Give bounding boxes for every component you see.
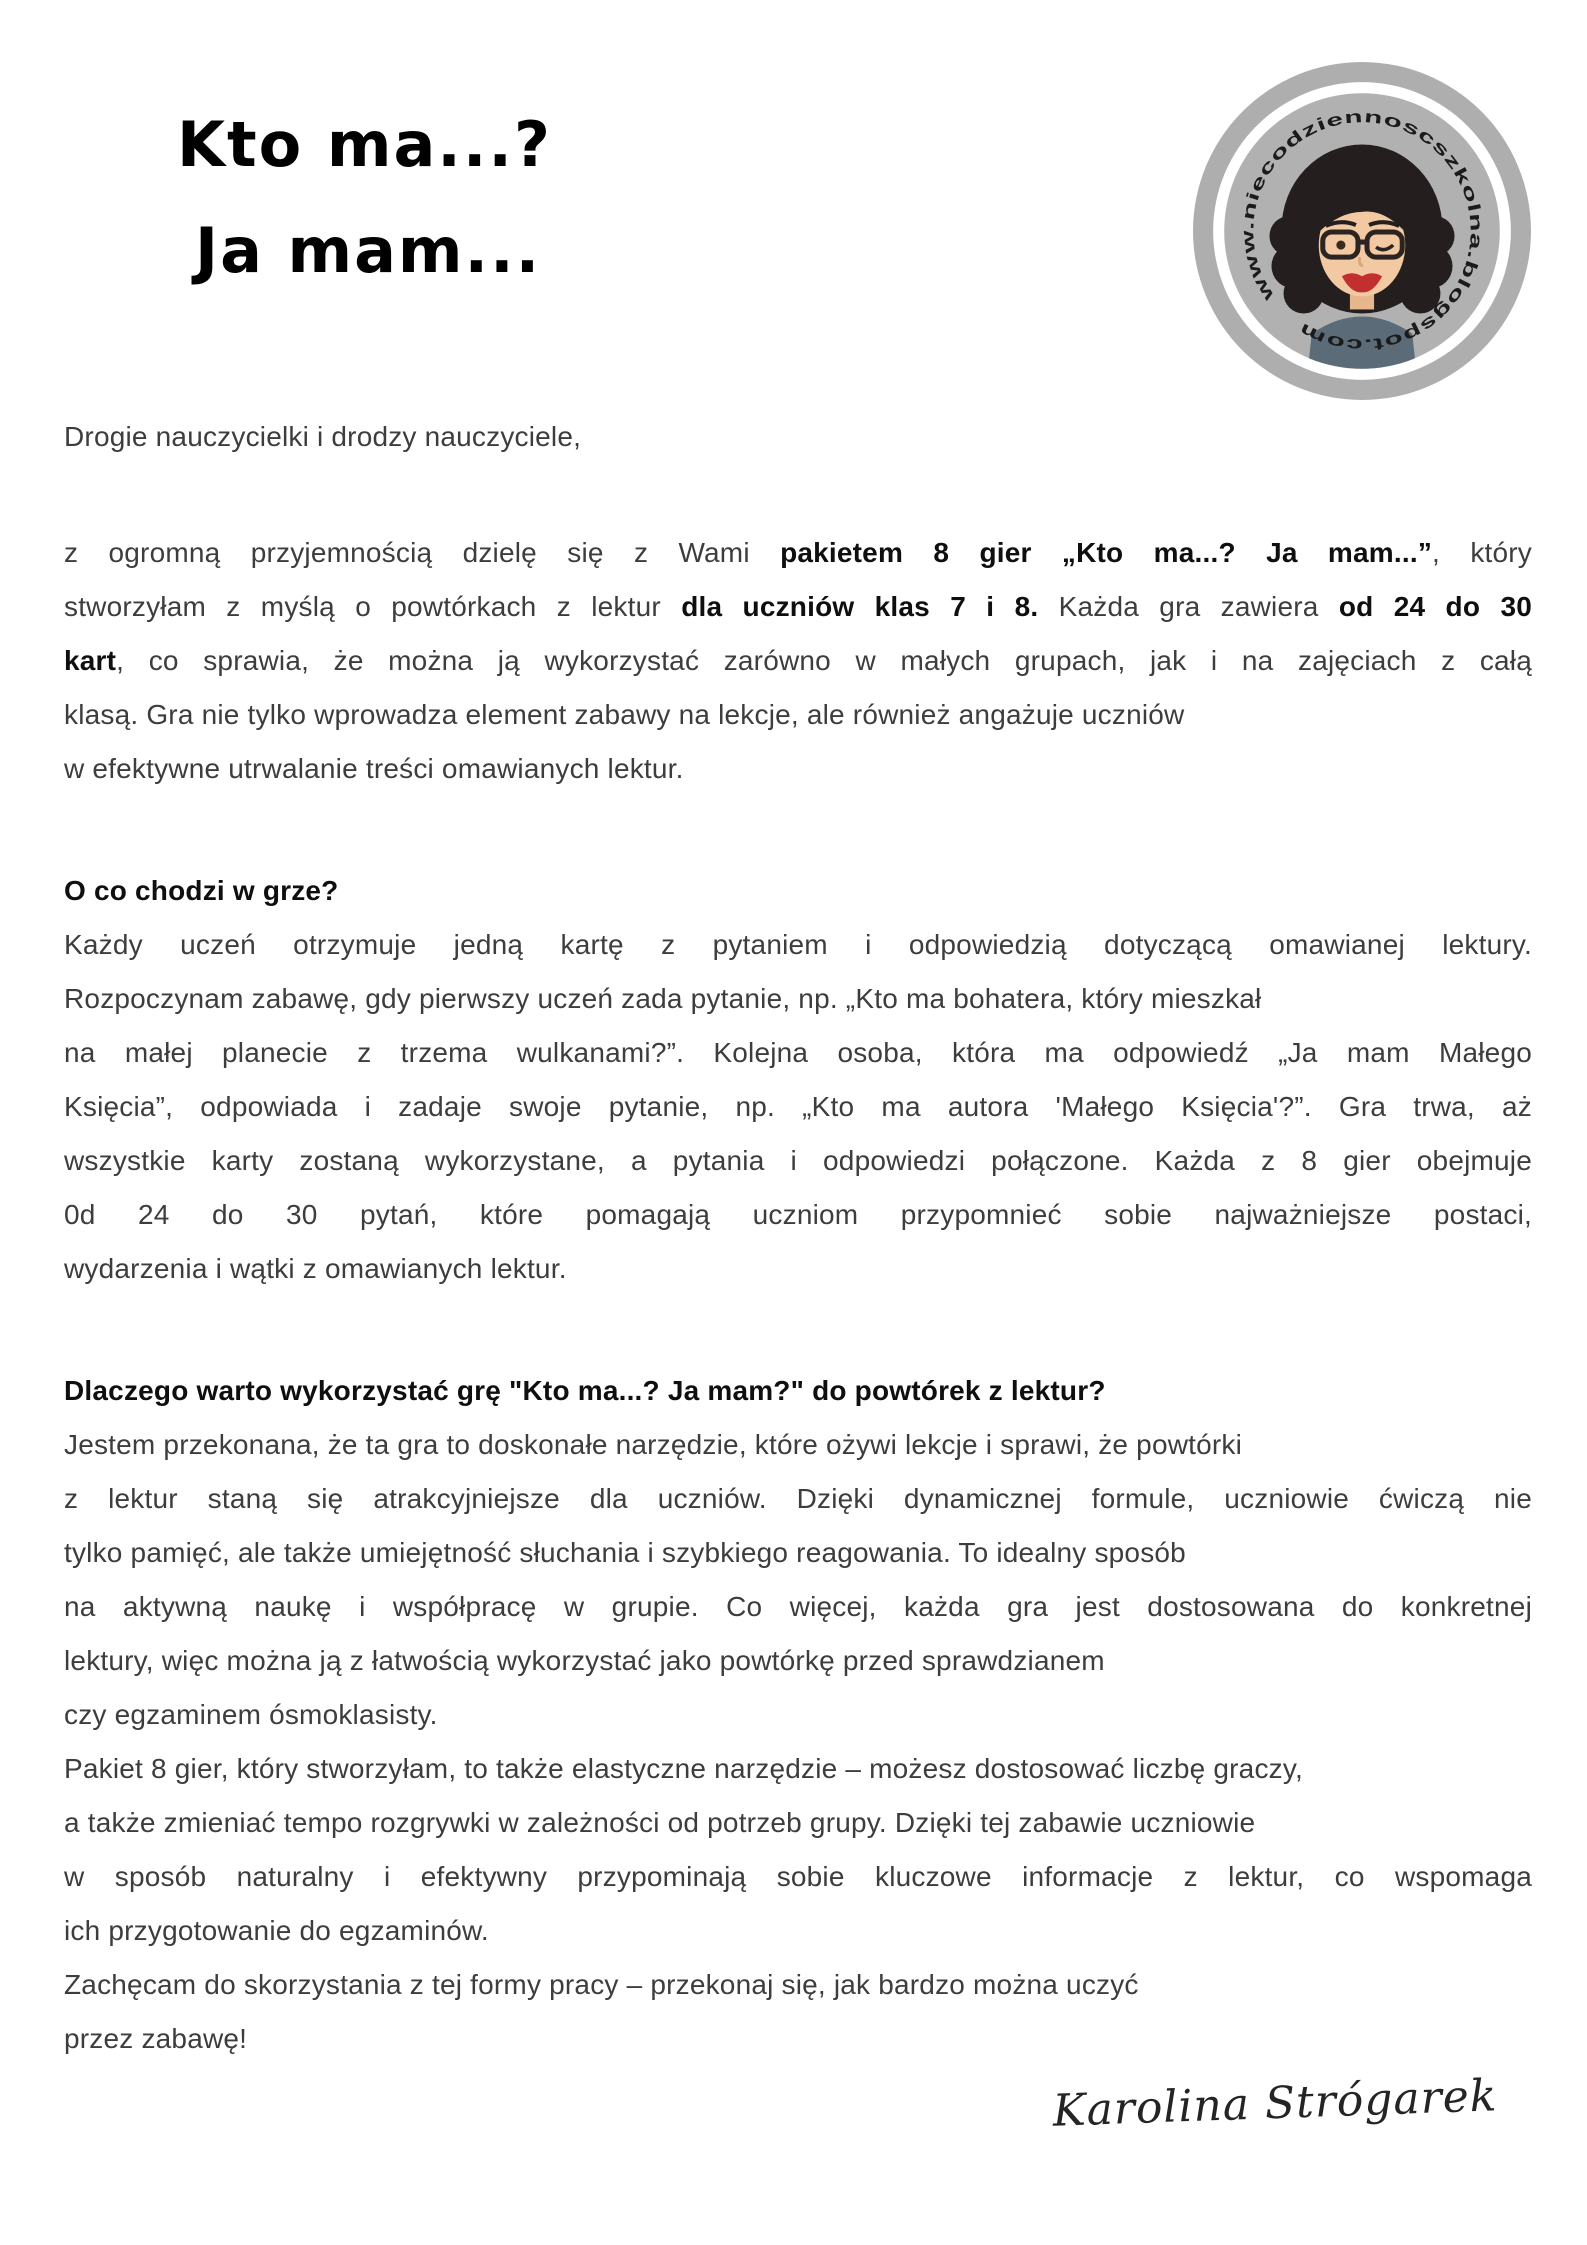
text: czy egzaminem ósmoklasisty. [64,1699,438,1730]
text: na aktywną naukę i współpracę w grupie. Co więcej, każda gra jest dostosowana do konkretnej [64,1591,1532,1622]
text: ich przygotowanie do egzaminów. [64,1915,489,1946]
text-line [64,1080,1532,1134]
text: Każda gra zawiera [1038,591,1339,622]
text-line [64,580,1532,634]
text-line [64,526,1532,580]
text: wydarzenia i wątki z omawianych lektur. [64,1253,567,1284]
text: Drogie nauczycielki i drodzy nauczyciele, [64,421,582,452]
text: 0d 24 do 30 pytań, które pomagają uczniom przypomnieć sobie najważniejsze postaci, [64,1199,1532,1230]
avatar-eye-open [1336,241,1345,250]
text-line [64,1958,1532,2012]
blog-url-text: www.niecodziennoscszkolna.blogspot.com [1238,106,1486,355]
letter-body [64,410,1532,2066]
text-line [64,972,1532,1026]
text-line [64,1796,1532,1850]
text: lektury, więc można ją z łatwością wykorzystać jako powtórkę przed sprawdzianem [64,1645,1105,1676]
text: Rozpoczynam zabawę, gdy pierwszy uczeń zada pytanie, np. „Kto ma bohatera, który mieszkał [64,983,1262,1014]
section [64,864,1532,1296]
text: przez zabawę! [64,2023,248,2054]
text-line [64,742,1532,796]
text-line [64,634,1532,688]
text: w sposób naturalny i efektywny przypominają sobie kluczowe informacje z lektur, co wspomaga [64,1861,1532,1892]
signature: Karolina Strógarek [1051,2070,1499,2137]
title-line-1: Kto ma...? [177,108,552,181]
text-line [64,1134,1532,1188]
text: Jestem przekonana, że ta gra to doskonałe narzędzie, które ożywi lekcje i sprawi, że powtórki [64,1429,1243,1460]
bold-text: od 24 do 30 [1338,591,1532,622]
text: stworzyłam z myślą o powtórkach z lektur [64,591,682,622]
text: a także zmieniać tempo rozgrywki w zależności od potrzeb grupy. Dzięki tej zabawie uczniowie [64,1807,1256,1838]
text-line [64,410,1532,464]
text: klasą. Gra nie tylko wprowadza element zabawy na lekcje, ale również angażuje uczniów [64,699,1185,730]
text: Księcia”, odpowiada i zadaje swoje pytanie, np. „Kto ma autora 'Małego Księcia'?”. Gra trwa, aż [64,1091,1532,1122]
bold-text: dla uczniów klas 7 i 8. [681,591,1039,622]
text-line [64,688,1532,742]
text: wszystkie karty zostaną wykorzystane, a pytania i odpowiedzi połączone. Każda z 8 gier obejmuje [64,1145,1532,1176]
text: tylko pamięć, ale także umiejętność słuchania i szybkiego reagowania. To idealny sposób [64,1537,1186,1568]
text-line [64,918,1532,972]
text-line [64,1026,1532,1080]
text: na małej planecie z trzema wulkanami?”. Kolejna osoba, która ma odpowiedź „Ja mam Małego [64,1037,1532,1068]
section-heading: O co chodzi w grze? [64,875,339,906]
text-line [64,1188,1532,1242]
text: , co sprawia, że można ją wykorzystać zarówno w małych grupach, jak i na zajęciach z całą [116,645,1532,676]
page-title [177,92,552,304]
text-line [64,1472,1532,1526]
text: w efektywne utrwalanie treści omawianych lektur. [64,753,684,784]
text-line [64,1242,1532,1296]
section [64,1364,1532,2066]
section-heading: Dlaczego warto wykorzystać grę "Kto ma...? Ja mam?" do powtórek z lektur? [64,1375,1106,1406]
text-line [64,1850,1532,1904]
section [64,410,1532,464]
text-line [64,1688,1532,1742]
text: z lektur staną się atrakcyjniejsze dla uczniów. Dzięki dynamicznej formule, uczniowie ćwiczą nie [64,1483,1532,1514]
bold-text: pakietem 8 gier „Kto ma...? Ja mam...” [780,537,1433,568]
section [64,526,1532,796]
text-line [64,1742,1532,1796]
text-line [64,1634,1532,1688]
text-line [64,1580,1532,1634]
text-line [64,1904,1532,1958]
blog-logo [1191,60,1533,402]
text: Każdy uczeń otrzymuje jedną kartę z pytaniem i odpowiedzią dotyczącą omawianej lektury. [64,929,1532,960]
text-line [64,1526,1532,1580]
text: z ogromną przyjemnością dzielę się z Wami [64,537,781,568]
text: Zachęcam do skorzystania z tej formy pracy – przekonaj się, jak bardzo można uczyć [64,1969,1139,2000]
title-line-2: Ja mam... [195,214,542,287]
text-line [64,2012,1532,2066]
bold-text: kart [64,645,117,676]
text-line [64,1418,1532,1472]
blog-logo-svg [1191,60,1533,402]
text: Pakiet 8 gier, który stworzyłam, to także elastyczne narzędzie – możesz dostosować liczbę graczy, [64,1753,1303,1784]
text: , który [1432,537,1532,568]
